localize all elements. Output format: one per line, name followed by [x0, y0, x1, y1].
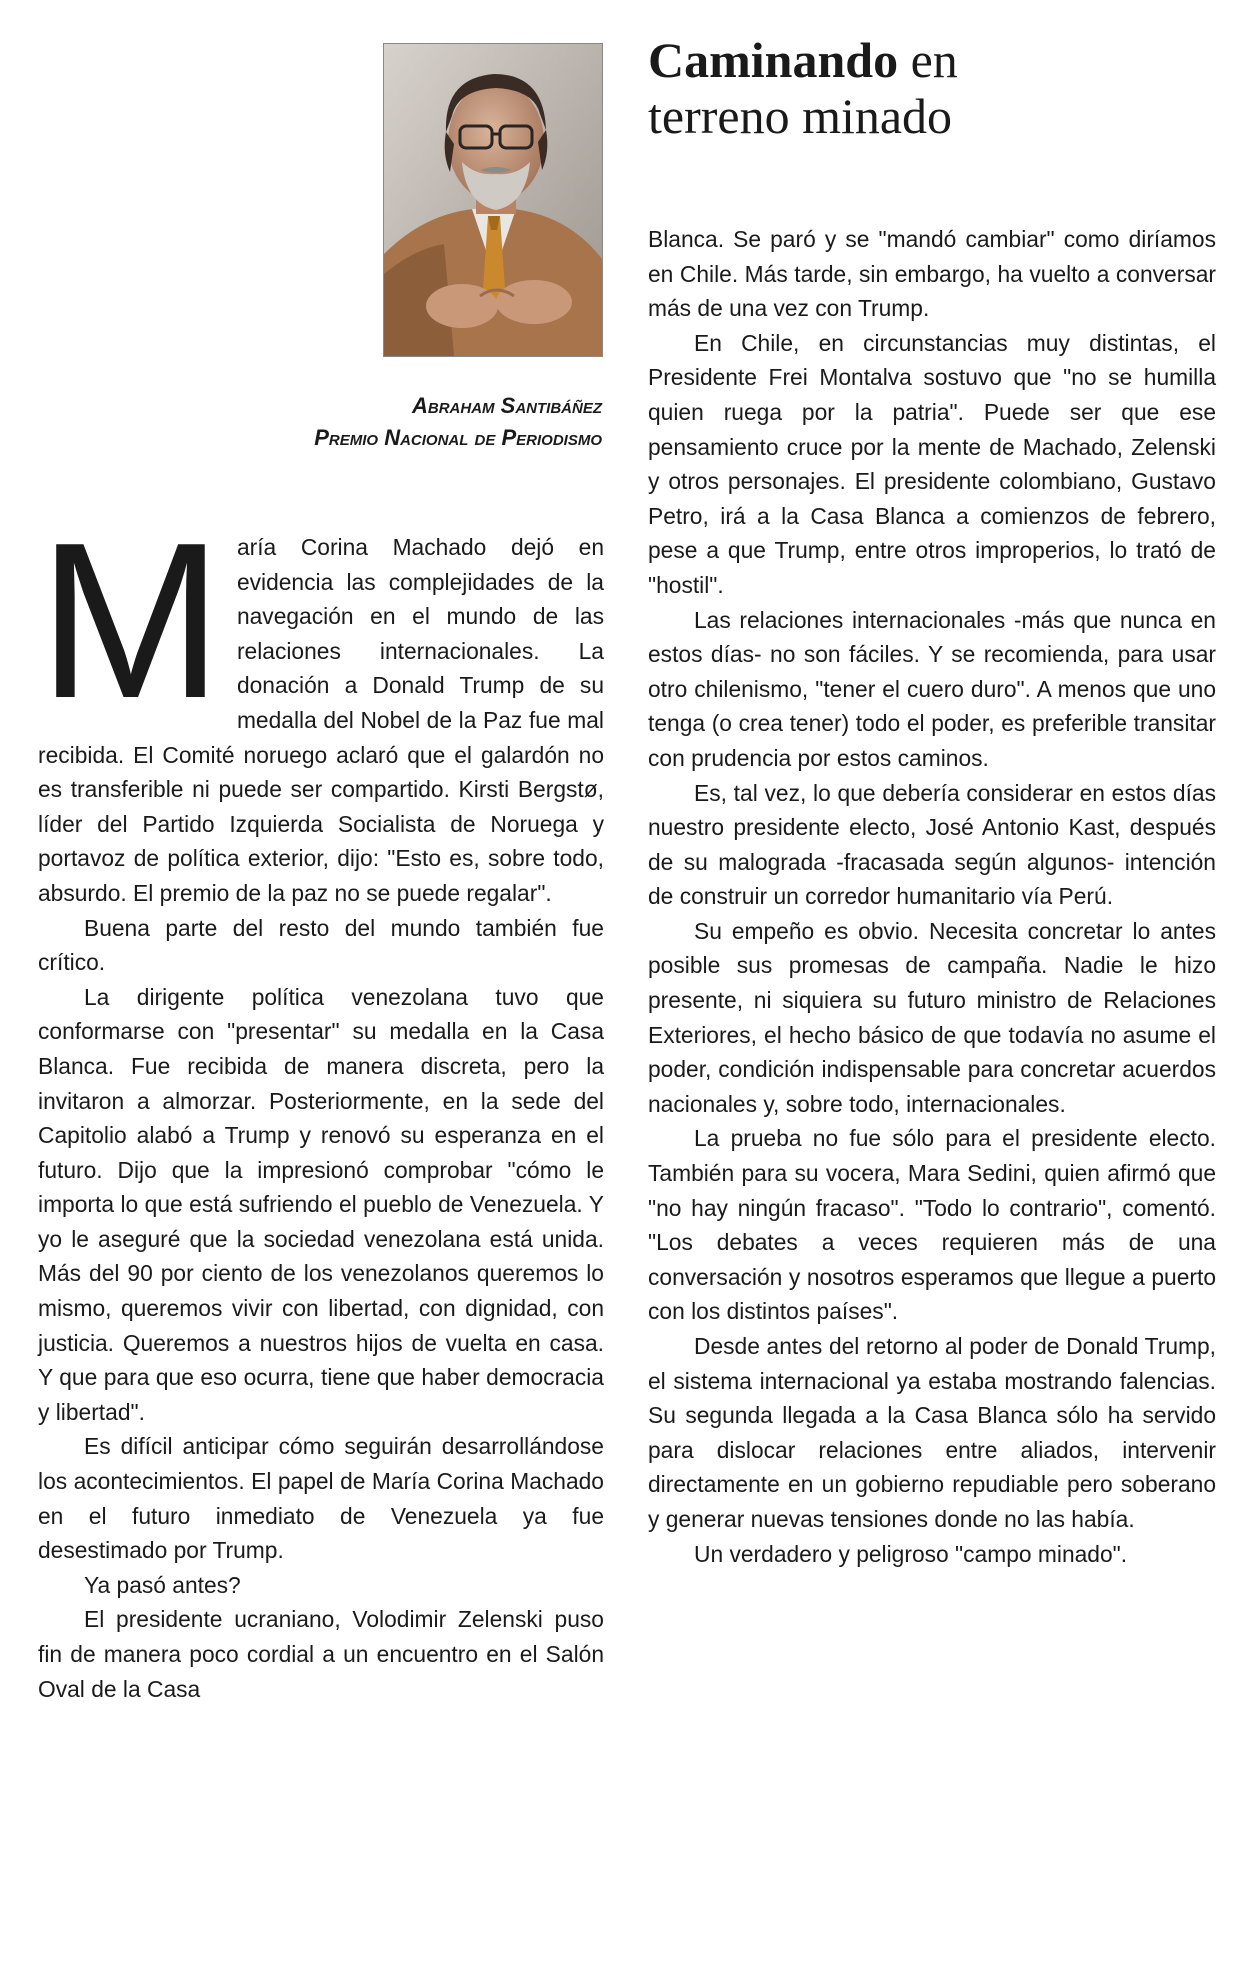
body-paragraph-3: La dirigente política venezolana tuvo que conformarse con "presentar" su medalla en la Casa Blanca. Fue recibida de manera discreta, pero la invitaron a almorzar. Posteriormente, en la sede del Capitolio alabó a Trump y renovó su esperanza en el futuro. Dijo que la impresionó comprobar "cómo le importa lo que está sufriendo el pueblo de Venezuela. Y yo le aseguré que la sociedad venezolana está unida. Más del 90 por ciento de los venezolanos queremos lo mismo, queremos vivir con libertad, con dignidad, con justicia. Queremos a nuestros hijos de vuelta en casa. Y que para que eso ocurra, tiene que haber democracia y libertad".	[38, 983, 604, 1425]
body-paragraph-4: Es difícil anticipar cómo seguirán desarrollándose los acontecimientos. El papel de María Corina Machado en el futuro inmediato de Venezuela ya fue desestimado por Trump.	[38, 1433, 604, 1564]
paragraph-text: aría Corina Machado dejó en evidencia las complejidades de la navegación en el mundo de las relaciones internacionales. La donación a Donald Trump de su medalla del Nobel de la Paz fue mal recibida. El Comité noruego aclaró que el galardón no es transferible ni puede ser compartido. Kirsti Bergstø, líder del Partido Izquierda Socialista de Noruega y portavoz de política exterior, dijo: "Esto es, sobre todo, absurdo. El premio de la paz no se puede regalar".	[38, 534, 604, 906]
headline-first-line-rest: en	[898, 32, 958, 88]
author-photo	[383, 43, 603, 357]
body-paragraph-7: Blanca. Se paró y se "mandó cambiar" como diríamos en Chile. Más tarde, sin embargo, ha vuelto a conversar más de una vez con Trump.	[648, 226, 1216, 322]
headline-second-line: terreno minado	[648, 88, 953, 144]
body-paragraph-14: Un verdadero y peligroso "campo minado".	[694, 1540, 1128, 1567]
body-paragraph-8: En Chile, en circunstancias muy distintas, el Presidente Frei Montalva sostuvo que "no se humilla quien ruega por la patria". Puede ser que ese pensamiento cruce por la mente de Machado, Zelenski y otros personajes. El presidente colombiano, Gustavo Petro, irá a la Casa Blanca a comienzos de febrero, pese a que Trump, entre otros improperios, lo trató de "hostil".	[648, 329, 1216, 598]
right-column	[648, 222, 1216, 1571]
body-paragraph-6: El presidente ucraniano, Volodimir Zelenski puso fin de manera poco cordial a un encuentro en el Salón Oval de la Casa	[38, 1606, 604, 1702]
body-paragraph-10: Es, tal vez, lo que debería considerar en estos días nuestro presidente electo, José Antonio Kast, después de su malograda -fracasada según algunos- intención de construir un corredor humanitario vía Perú.	[648, 779, 1216, 910]
left-column	[38, 497, 604, 1706]
author-title: Premio Nacional de Periodismo	[314, 425, 602, 450]
headline	[648, 32, 1228, 144]
body-paragraph-13: Desde antes del retorno al poder de Donald Trump, el sistema internacional ya estaba mostrando falencias. Su segunda llegada a la Casa Blanca sólo ha servido para dislocar relaciones entre aliados, intervenir directamente en un gobierno repudiable pero soberano y generar nuevas tensiones donde no las había.	[648, 1333, 1216, 1532]
body-paragraph-11: Su empeño es obvio. Necesita concretar lo antes posible sus promesas de campaña. Nadie le hizo presente, ni siquiera su futuro ministro de Relaciones Exteriores, el hecho básico de que todavía no asume el poder, condición indispensable para concretar acuerdos nacionales y, sobre todo, internacionales.	[648, 917, 1216, 1117]
author-name: Abraham Santibáñez	[412, 393, 602, 418]
author-portrait-illustration	[384, 44, 602, 356]
body-paragraph-2: Buena parte del resto del mundo también fue crítico.	[38, 914, 604, 976]
body-paragraph-9: Las relaciones internacionales -más que nunca en estos días- no son fáciles. Y se recomienda, para usar otro chilenismo, "tener el cuero duro". A menos que uno tenga (o crea tener) todo el poder, es preferible transitar con prudencia por estos caminos.	[648, 606, 1216, 771]
headline-bold-word: Caminando	[648, 32, 899, 88]
byline	[200, 390, 602, 454]
drop-cap: M	[38, 497, 223, 745]
body-paragraph-5: Ya pasó antes?	[84, 1571, 241, 1598]
body-paragraph-12: La prueba no fue sólo para el presidente electo. También para su vocera, Mara Sedini, quien afirmó que "no hay ningún fracaso". "Todo lo contrario", comentó. "Los debates a veces requieren más de una conversación y nosotros esperamos que llegue a puerto con los distintos países".	[648, 1125, 1216, 1325]
body-paragraph-1	[38, 497, 604, 911]
